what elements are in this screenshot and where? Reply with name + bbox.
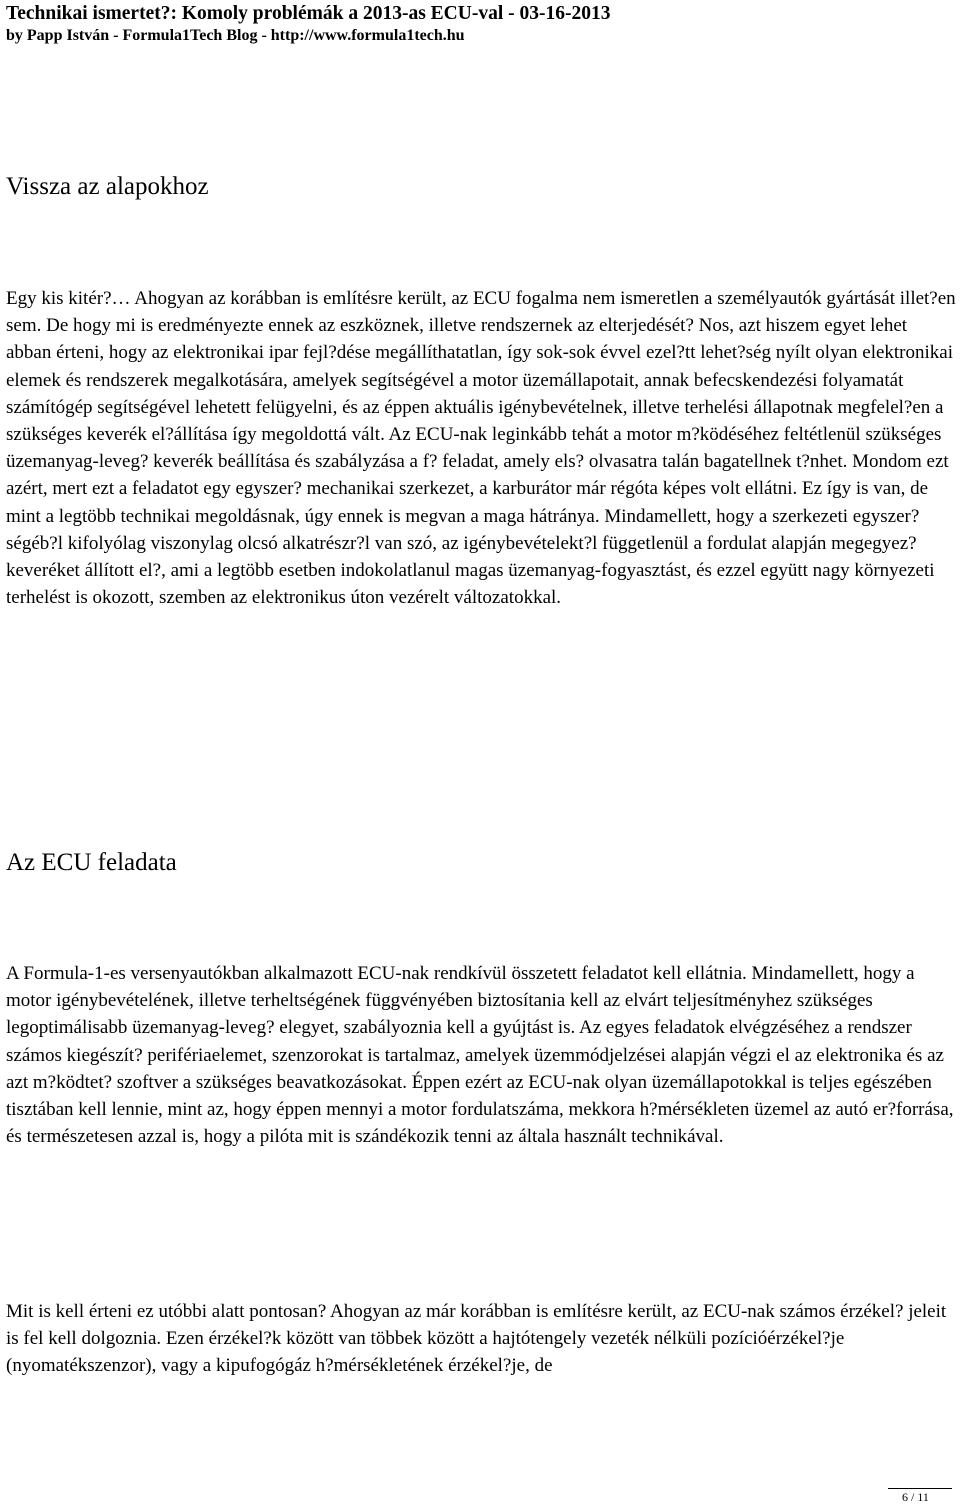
page-header	[6, 2, 956, 46]
paragraph-sensors: Mit is kell érteni ez utóbbi alatt pontosan? Ahogyan az már korábban is említésre került, az ECU-nak számos érzékel? jeleit is fel kell dolgoznia. Ezen érzékel?k között van többek között a hajtótengely vezeték nélküli pozícióérzékel?je (nyomatékszenzor), vagy a kipufogógáz h?mérsékletének érzékel?je, de	[6, 1301, 947, 1377]
page-number: 6 / 11	[902, 1490, 929, 1504]
section-heading-ecu-task: Az ECU feladata	[6, 849, 177, 876]
document-title: Technikai ismertet?: Komoly problémák a 2013-as ECU-val - 03-16-2013	[6, 3, 611, 24]
section-heading-basics: Vissza az alapokhoz	[6, 173, 209, 200]
paragraph-ecu-task: A Formula-1-es versenyautókban alkalmazott ECU-nak rendkívül összetett feladatot kell ellátnia. Mindamellett, hogy a motor igénybevételének, illetve terheltségének függvényében biztosítania kell az elvárt teljesítményhez szükséges legoptimálisabb üzemanyag-leveg? elegyet, szabályoznia kell a gyújtást is. Az egyes feladatok elvégzéséhez a rendszer számos kiegészít? perifériaelemet, szenzorokat is tartalmaz, amelyek üzemmódjelzései alapján végzi el az elektronika és az azt m?ködtet? szoftver a szükséges beavatkozásokat. Éppen ezért az ECU-nak olyan üzemállapotokkal is teljes egészében tisztában kell lennie, mint az, hogy éppen mennyi a motor fordulatszáma, mekkora h?mérsékleten üzemel az autó er?forrása, és természetesen azzal is, hogy a pilóta mit is szándékozik tenni az általa használt technikával.	[6, 963, 954, 1148]
document-byline: by Papp István - Formula1Tech Blog - http://www.formula1tech.hu	[6, 27, 465, 44]
footer-divider	[888, 1488, 952, 1489]
paragraph-basics: Egy kis kitér?… Ahogyan az korábban is említésre került, az ECU fogalma nem ismeretlen a személyautók gyártását illet?en sem. De hogy mi is eredményezte ennek az eszköznek, illetve rendszernek az elterjedését? Nos, azt hiszem egyet lehet abban érteni, hogy az elektronikai ipar fejl?dése megállíthatatlan, így sok-sok évvel ezel?tt lehet?ség nyílt olyan elektronikai elemek és rendszerek megalkotására, amelyek segítségével a motor üzemállapotait, annak befecskendezési folyamatát számítógép segítségével lehetett felügyelni, és az éppen aktuális igénybevételnek, illetve terhelési állapotnak megfelel?en a szükséges keverék el?állítása így megoldottá vált. Az ECU-nak leginkább tehát a motor m?ködéséhez feltétlenül szükséges üzemanyag-leveg? keverék beállítása és szabályzása a f? feladat, amely els? olvasatra talán bagatellnek t?nhet. Mondom ezt azért, mert ezt a feladatot egy egyszer? mechanikai szerkezet, a karburátor már régóta képes volt ellátni. Ez így is van, de mint a legtöbb technikai megoldásnak, úgy ennek is megvan a maga hátránya. Mindamellett, hogy a szerkezeti egyszer?ségéb?l kifolyólag viszonylag olcsó alkatrészr?l van szó, az igénybevételekt?l függetlenül a fordulat alapján megegyez? keveréket állított el?, ami a legtöbb esetben indokolatlanul magas üzemanyag-fogyasztást, és ezzel együtt nagy környezeti terhelést is okozott, szemben az elektronikus úton vezérelt változatokkal.	[6, 288, 956, 609]
